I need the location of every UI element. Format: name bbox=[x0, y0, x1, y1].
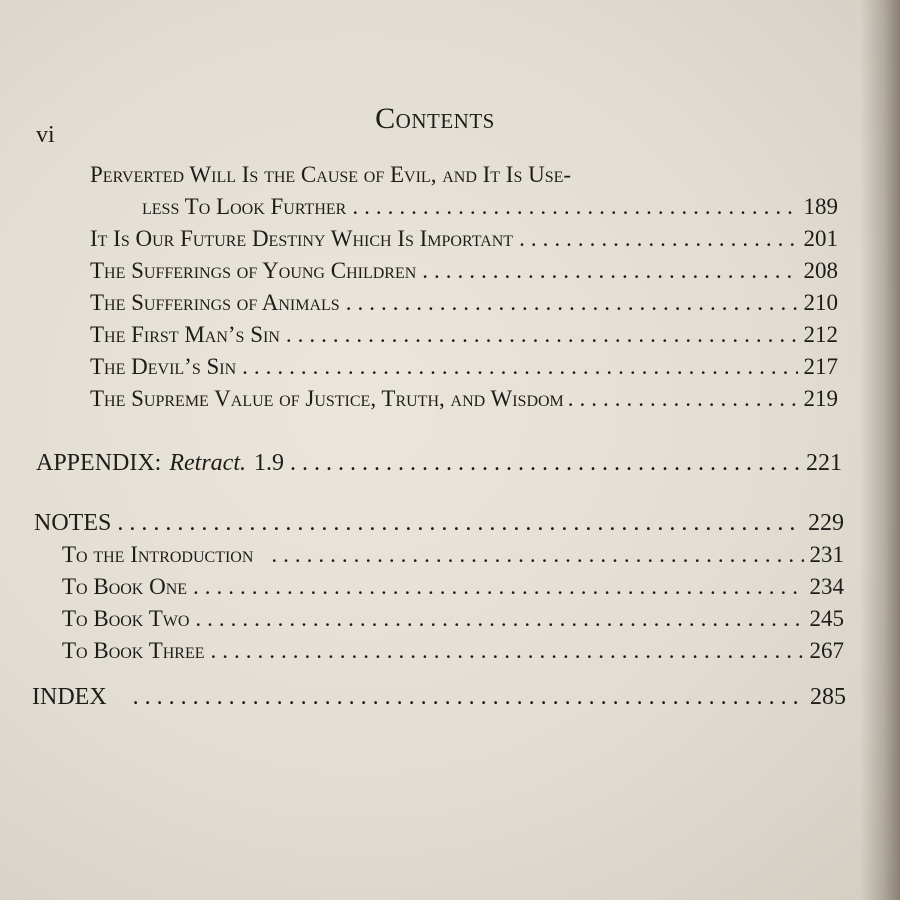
toc-page-number: 221 bbox=[806, 450, 842, 476]
toc-entry-title: The Devil’s Sin bbox=[90, 354, 237, 379]
toc-page-number: 210 bbox=[803, 290, 838, 315]
leader-dots bbox=[117, 510, 802, 537]
leader-dots bbox=[519, 226, 797, 252]
leader-dots bbox=[422, 258, 797, 284]
toc-entry-title: The Sufferings of Animals bbox=[90, 290, 340, 315]
toc-page-number: 212 bbox=[803, 322, 838, 347]
toc-entry-title: To Book Two bbox=[62, 606, 190, 631]
leader-dots bbox=[195, 606, 803, 632]
leader-dots bbox=[568, 386, 800, 412]
appendix-reference: Retract. bbox=[169, 450, 246, 476]
toc-page-number: 189 bbox=[803, 194, 838, 219]
leader-dots bbox=[352, 194, 797, 220]
toc-entry-title: To the Introduction bbox=[62, 542, 254, 567]
toc-entry-4[interactable] bbox=[90, 290, 838, 316]
running-head: Contents bbox=[375, 102, 495, 135]
toc-entry-title: To Book Three bbox=[62, 638, 205, 663]
leader-dots bbox=[290, 450, 800, 477]
leader-dots bbox=[133, 684, 804, 711]
leader-dots bbox=[271, 542, 803, 568]
toc-notes[interactable] bbox=[34, 510, 844, 537]
toc-page-number: 234 bbox=[809, 574, 844, 599]
toc-page-number: 201 bbox=[803, 226, 838, 251]
toc-entry-6[interactable] bbox=[90, 354, 838, 380]
leader-dots bbox=[346, 290, 798, 316]
toc-entry-title: It Is Our Future Destiny Which Is Important bbox=[90, 226, 514, 251]
toc-page-number: 217 bbox=[803, 354, 838, 379]
notes-label: NOTES bbox=[34, 510, 112, 536]
toc-appendix[interactable] bbox=[36, 450, 842, 477]
toc-entry-7[interactable] bbox=[90, 386, 838, 412]
toc-page-number: 231 bbox=[809, 542, 844, 567]
toc-entry-title: The Sufferings of Young Children bbox=[90, 258, 417, 283]
toc-notes-item-3[interactable] bbox=[62, 606, 844, 632]
toc-entry-3[interactable] bbox=[90, 258, 838, 284]
leader-dots bbox=[211, 638, 804, 664]
toc-page-number: 219 bbox=[803, 386, 838, 411]
toc-notes-item-1[interactable] bbox=[62, 542, 844, 568]
leader-dots bbox=[242, 354, 797, 380]
toc-entry-2[interactable] bbox=[90, 226, 838, 252]
toc-entry-5[interactable] bbox=[90, 322, 838, 348]
leader-dots bbox=[286, 322, 798, 348]
toc-page-number: 245 bbox=[809, 606, 844, 631]
index-label: INDEX bbox=[32, 684, 107, 710]
toc-page-number: 208 bbox=[803, 258, 838, 283]
toc-page-number: 267 bbox=[809, 638, 844, 663]
toc-entry-title: The First Man’s Sin bbox=[90, 322, 280, 347]
toc-entry-1[interactable] bbox=[142, 194, 838, 220]
toc-entry-title: less To Look Further bbox=[142, 194, 347, 219]
appendix-reference-number: 1.9 bbox=[253, 450, 284, 476]
toc-entry-title: The Supreme Value of Justice, Truth, and Wisdom bbox=[90, 386, 564, 411]
toc-entry-title: To Book One bbox=[62, 574, 188, 599]
toc-page-number: 285 bbox=[810, 684, 846, 710]
toc-page-number: 229 bbox=[808, 510, 844, 536]
toc-entry-1-line1: Perverted Will Is the Cause of Evil, and It Is Use- bbox=[90, 162, 572, 187]
toc-index[interactable] bbox=[32, 684, 846, 711]
toc-notes-item-4[interactable] bbox=[62, 638, 844, 664]
toc-notes-item-2[interactable] bbox=[62, 574, 844, 600]
leader-dots bbox=[193, 574, 803, 600]
page-folio: vi bbox=[36, 122, 55, 148]
appendix-label: APPENDIX: bbox=[36, 450, 162, 476]
